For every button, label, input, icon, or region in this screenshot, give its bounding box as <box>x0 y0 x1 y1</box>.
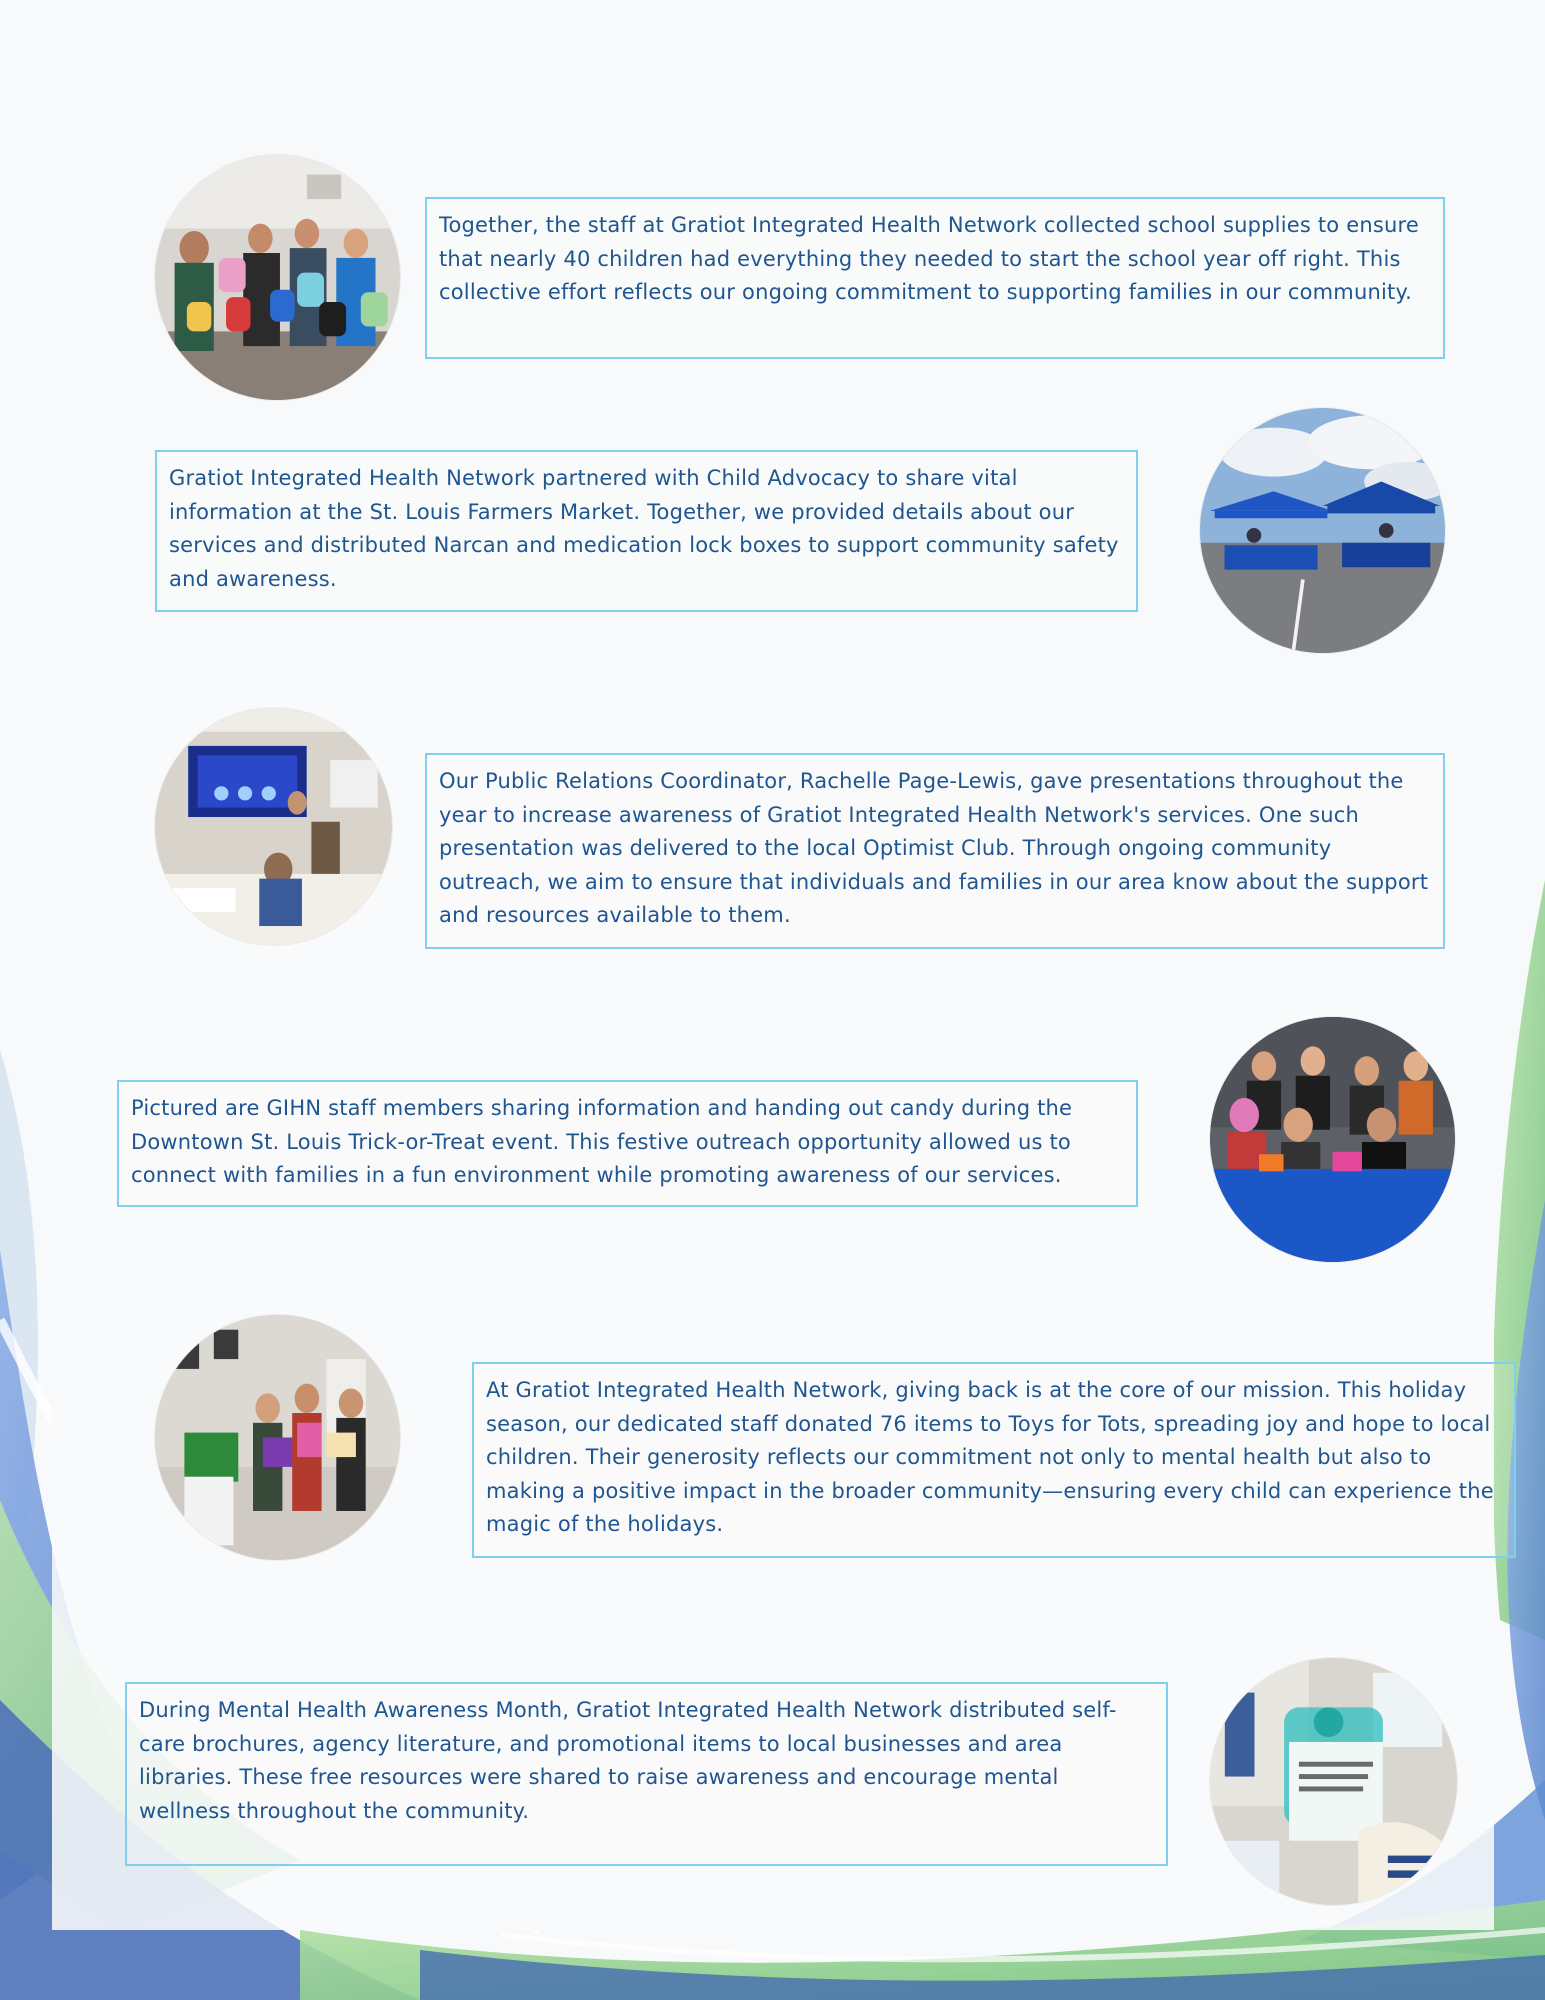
toys-for-tots-photo <box>155 1315 400 1560</box>
farmers-market-text: Gratiot Integrated Health Network partnered with Child Advocacy to share vital information at the St. Louis Farmers Market. Together, we provided details about our services and distributed Narcan and medication lock boxes to support community safety and awareness. <box>169 466 1119 591</box>
presentation-caption <box>425 753 1445 949</box>
mental-health-month-caption <box>125 1682 1168 1866</box>
toys-for-tots-text: At Gratiot Integrated Health Network, giving back is at the core of our mission. This holiday season, our dedicated staff donated 76 items to Toys for Tots, spreading joy and hope to local children. Their generosity reflects our commitment not only to mental health but also to making a positive impact in the broader community—ensuring every child can experience the magic of the holidays. <box>486 1378 1494 1536</box>
presentation-text: Our Public Relations Coordinator, Rachelle Page-Lewis, gave presentations throughout the year to increase awareness of Gratiot Integrated Health Network's services. One such presentation was delivered to the local Optimist Club. Through ongoing community outreach, we aim to ensure that individuals and families in our area know about the support and resources available to them. <box>439 769 1429 927</box>
trick-or-treat-text: Pictured are GIHN staff members sharing information and handing out candy during the Downtown St. Louis Trick-or-Treat event. This festive outreach opportunity allowed us to connect with families in a fun environment while promoting awareness of our services. <box>131 1096 1073 1187</box>
presentation-photo <box>155 708 392 945</box>
mental-health-month-text: During Mental Health Awareness Month, Gratiot Integrated Health Network distributed self-care brochures, agency literature, and promotional items to local businesses and area libraries. These free resources were shared to raise awareness and encourage mental wellness throughout the community. <box>139 1698 1117 1823</box>
farmers-market-caption <box>155 450 1138 612</box>
farmers-market-tent-photo <box>1200 408 1445 653</box>
school-supplies-text: Together, the staff at Gratiot Integrated Health Network collected school supplies to ensure that nearly 40 children had everything they needed to start the school year off right. This collective effort reflects our ongoing commitment to supporting families in our community. <box>439 213 1420 304</box>
self-care-brochures-photo <box>1210 1658 1457 1905</box>
toys-for-tots-caption <box>472 1362 1516 1558</box>
trick-or-treat-caption <box>117 1080 1138 1207</box>
backpacks-photo <box>155 155 400 400</box>
trick-or-treat-photo <box>1210 1017 1455 1262</box>
school-supplies-caption <box>425 197 1445 359</box>
